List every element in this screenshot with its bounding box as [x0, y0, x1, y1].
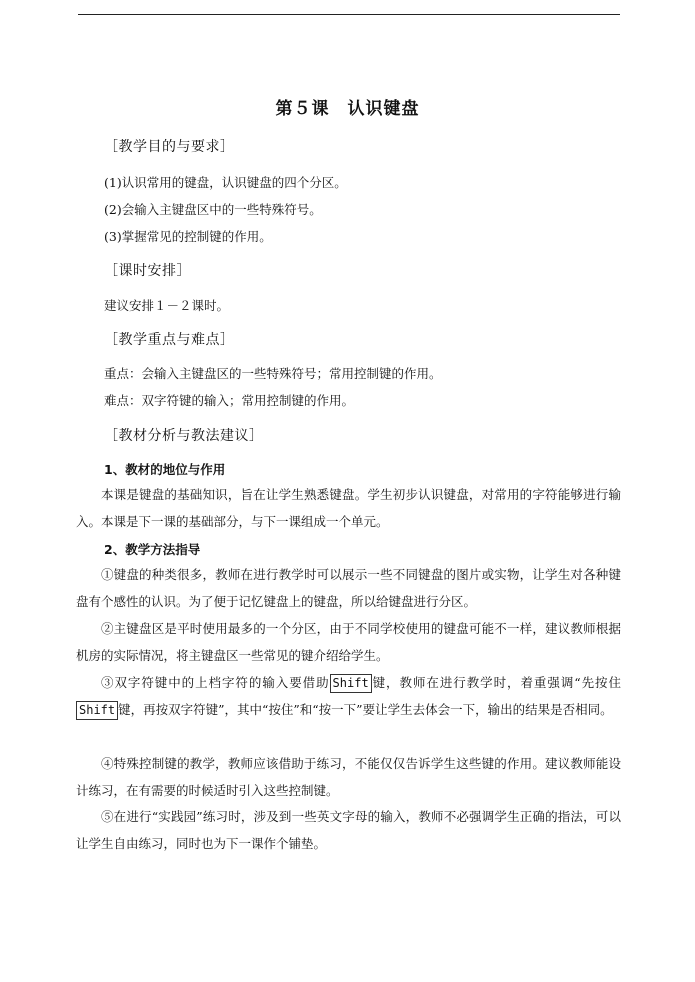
paragraph-4-part-3: 键，再按双字符键”，其中“按住”和“按一下”要让学生去体会一下，输出的结果是否相同。 [118, 702, 613, 717]
schedule-heading: ［课时安排］ [104, 263, 191, 279]
paragraph-2: ①键盘的种类很多，教师在进行教学时可以展示一些不同键盘的图片或实物，让学生对各种键盘有个感性的认识。为了便于记忆键盘上的键盘，所以给键盘进行分区。 [76, 567, 621, 609]
focus-text: 重点：会输入主键盘区的一些特殊符号；常用控制键的作用。 [104, 366, 442, 381]
subsection-1-title: 1、教材的地位与作用 [104, 462, 226, 477]
goal-item-3: (3)掌握常见的控制键的作用。 [104, 229, 272, 244]
shift-key-label: Shift [76, 701, 118, 720]
shift-key-label: Shift [330, 674, 372, 693]
paragraph-1: 本课是键盘的基础知识，旨在让学生熟悉键盘。学生初步认识键盘，对常用的字符能够进行输入。本课是下一课的基础部分，与下一课组成一个单元。 [76, 487, 621, 529]
schedule-text: 建议安排１－２课时。 [104, 298, 230, 313]
goal-item-2: (2)会输入主键盘区中的一些特殊符号。 [104, 202, 322, 217]
paragraph-6: ⑤在进行“实践园”练习时，涉及到一些英文字母的输入，教师不必强调学生正确的指法，可以让学生自由练习，同时也为下一课作个铺垫。 [76, 809, 621, 851]
header-rule [78, 14, 620, 15]
paragraph-4 [76, 669, 621, 723]
subsection-2-title: 2、教学方法指导 [104, 542, 201, 557]
goals-heading: ［教学目的与要求］ [104, 139, 235, 155]
difficulty-text: 难点：双字符键的输入；常用控制键的作用。 [104, 393, 355, 408]
page-title: 第５课 认识键盘 [275, 99, 420, 119]
analysis-heading: ［教材分析与教法建议］ [104, 428, 264, 444]
paragraph-4-part-1: ③双字符键中的上档字符的输入要借助 [101, 675, 330, 690]
goal-item-1: (1)认识常用的键盘，认识键盘的四个分区。 [104, 175, 347, 190]
focus-heading: ［教学重点与难点］ [104, 332, 235, 348]
paragraph-4-part-2: 键，教师在进行教学时，着重强调“先按住 [371, 675, 621, 690]
paragraph-3: ②主键盘区是平时使用最多的一个分区，由于不同学校使用的键盘可能不一样，建议教师根据机房的实际情况，将主键盘区一些常见的键介绍给学生。 [76, 621, 621, 663]
paragraph-5: ④特殊控制键的教学，教师应该借助于练习，不能仅仅告诉学生这些键的作用。建议教师能设计练习，在有需要的时候适时引入这些控制键。 [76, 756, 621, 798]
